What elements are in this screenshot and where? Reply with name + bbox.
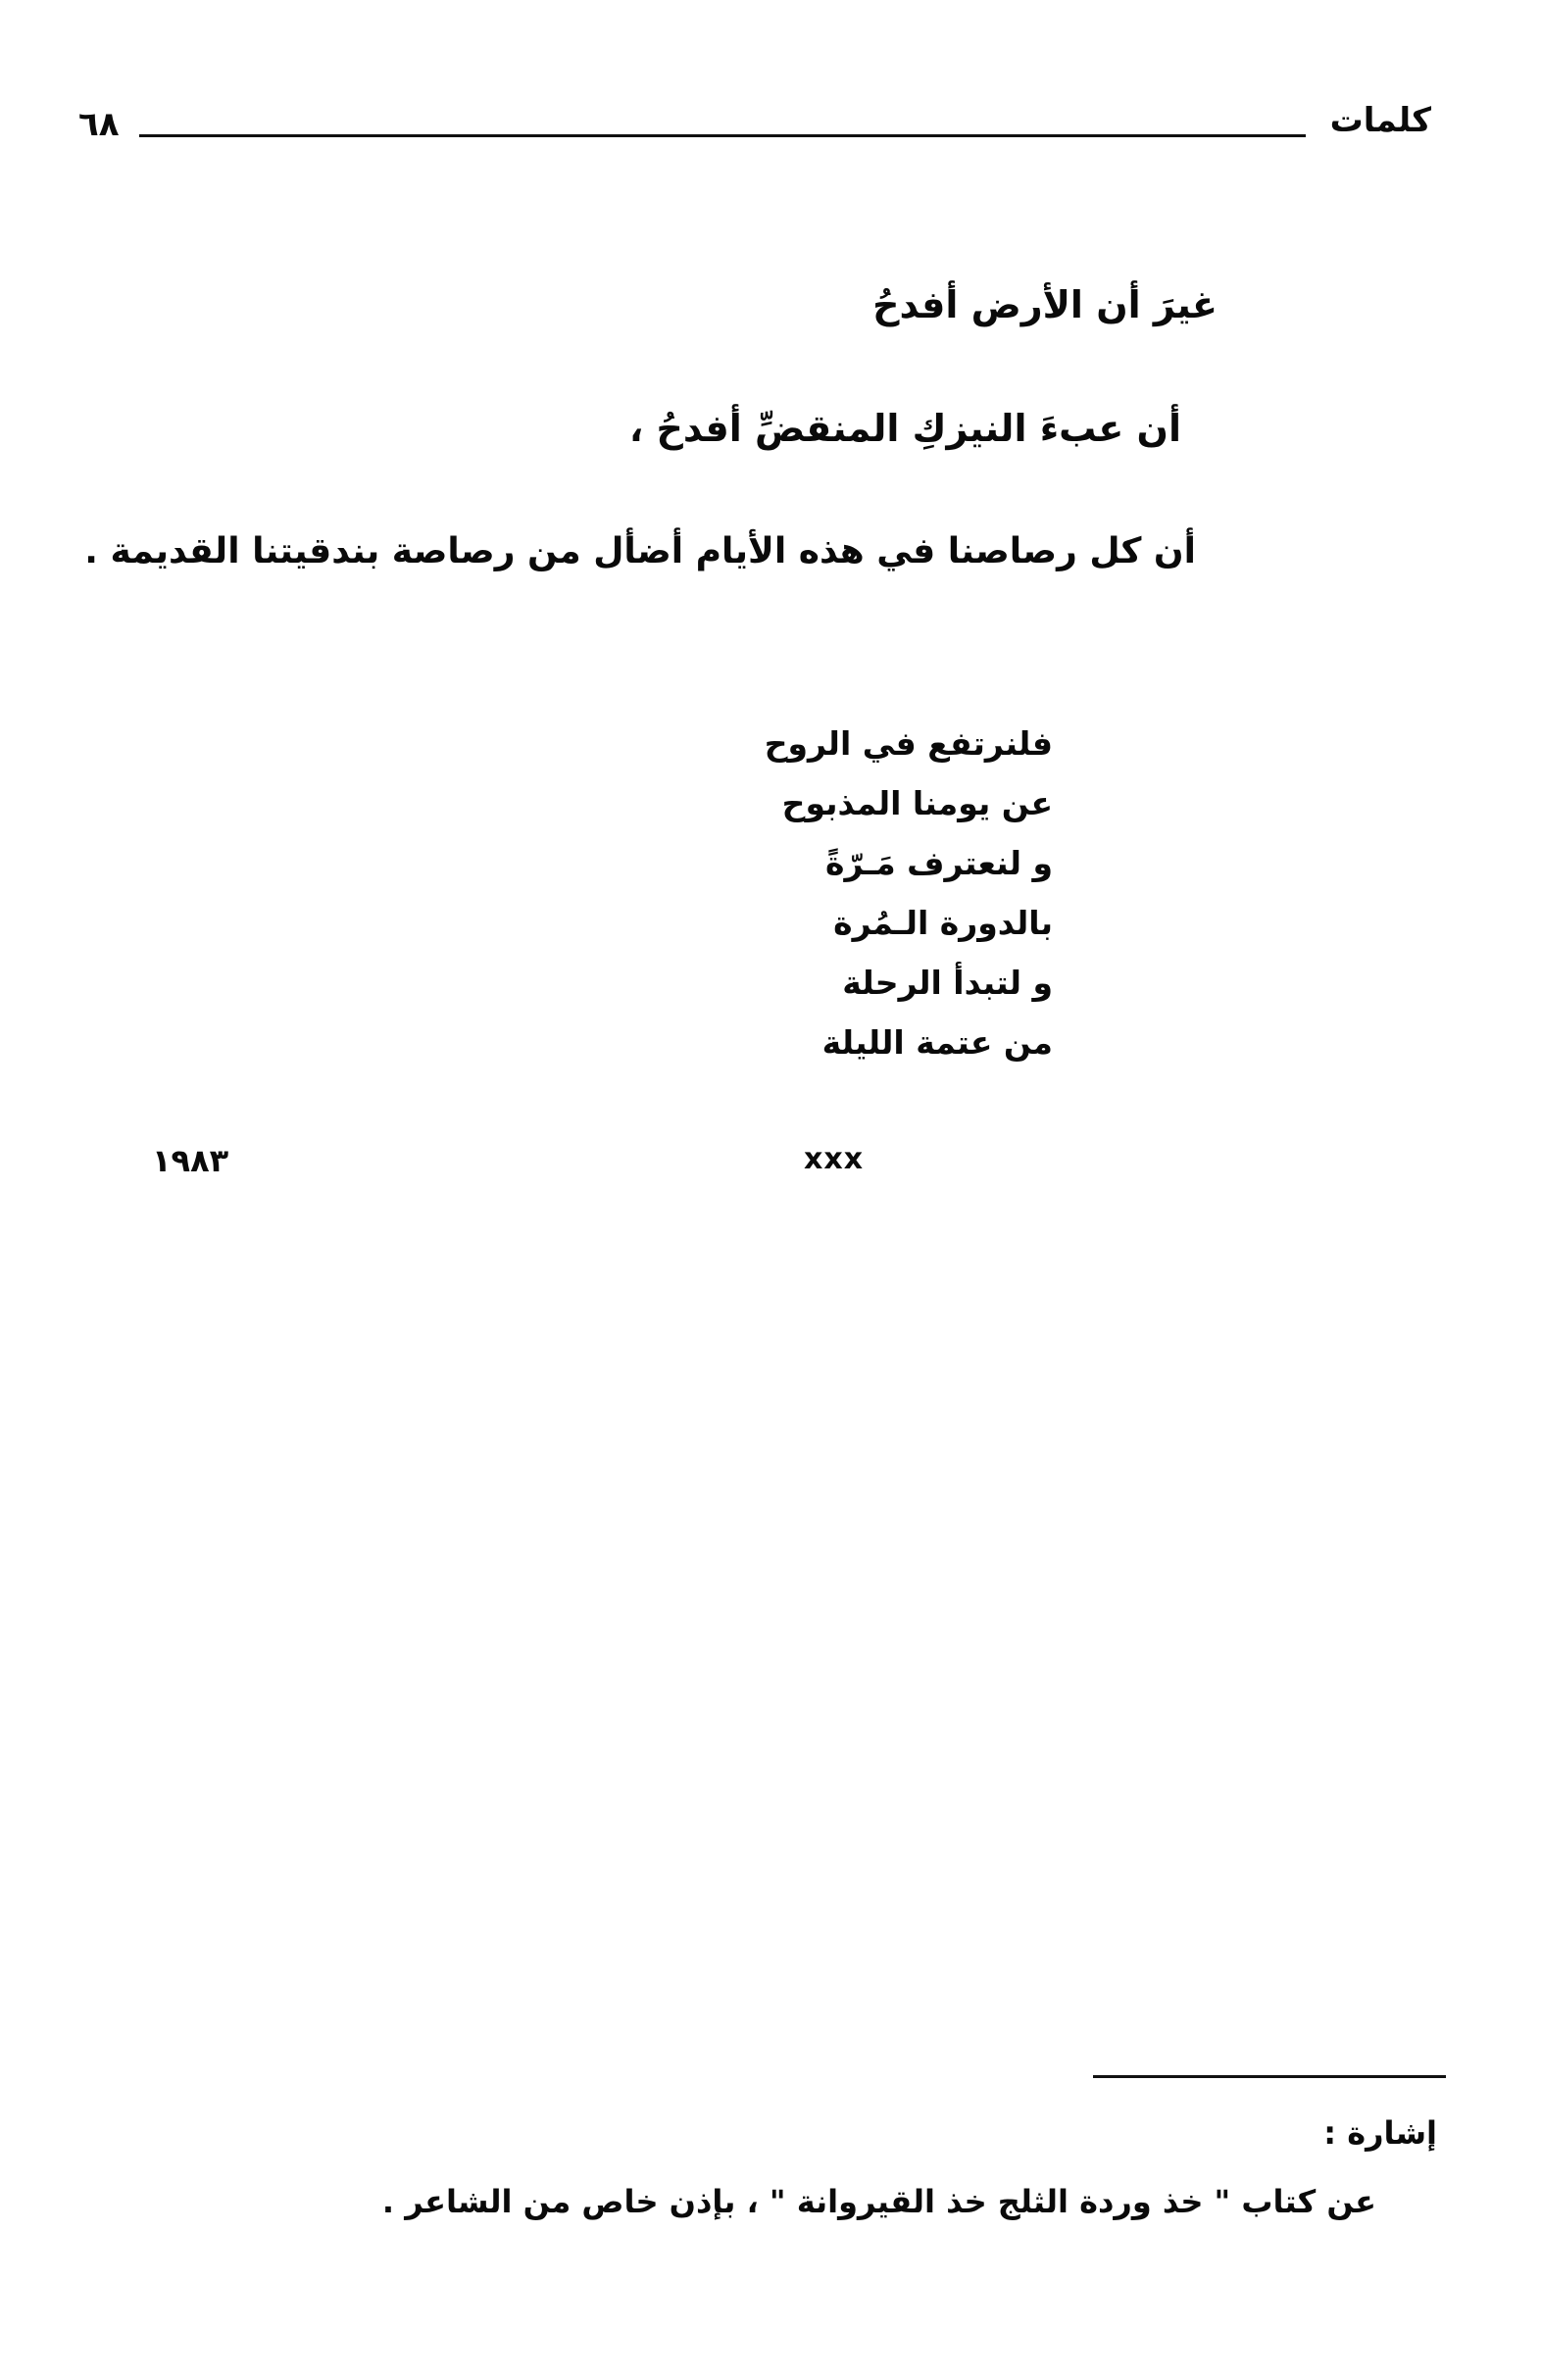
stanza-line: و لتبدأ الرحلة	[842, 964, 1053, 1002]
section-separator: xxx	[804, 1142, 865, 1176]
stanza-line: عن يومنا المذبوح	[781, 784, 1053, 822]
poem-stanza	[765, 714, 1053, 1072]
poem-line: غيرَ أن الأرض أفدحُ	[872, 283, 1218, 326]
poem-line: أن كل رصاصنا في هذه الأيام أضأل من رصاصة بندقيتنا القديمة .	[84, 531, 1196, 571]
stanza-line: من عتمة الليلة	[821, 1023, 1053, 1062]
footnote-label: إشارة :	[1323, 2114, 1437, 2152]
page-number: ٦٨	[78, 105, 120, 144]
stanza-line: فلنرتفع في الروح	[764, 724, 1053, 763]
stanza-line: بالدورة الـمُرة	[833, 904, 1053, 942]
stanza-line: و لنعترف مَـرّةً	[824, 844, 1053, 882]
header-rule	[139, 134, 1306, 137]
running-header-title: كلمات	[1329, 101, 1431, 140]
poem-line: أن عبءَ النيزكِ المنقضِّ أفدحُ ،	[628, 407, 1181, 450]
poem-year: ١٩٨٣	[152, 1142, 229, 1179]
footnote-rule	[1093, 2075, 1446, 2078]
footnote-text: عن كتاب " خذ وردة الثلج خذ القيروانة " ، بإذن خاص من الشاعر .	[381, 2183, 1376, 2220]
